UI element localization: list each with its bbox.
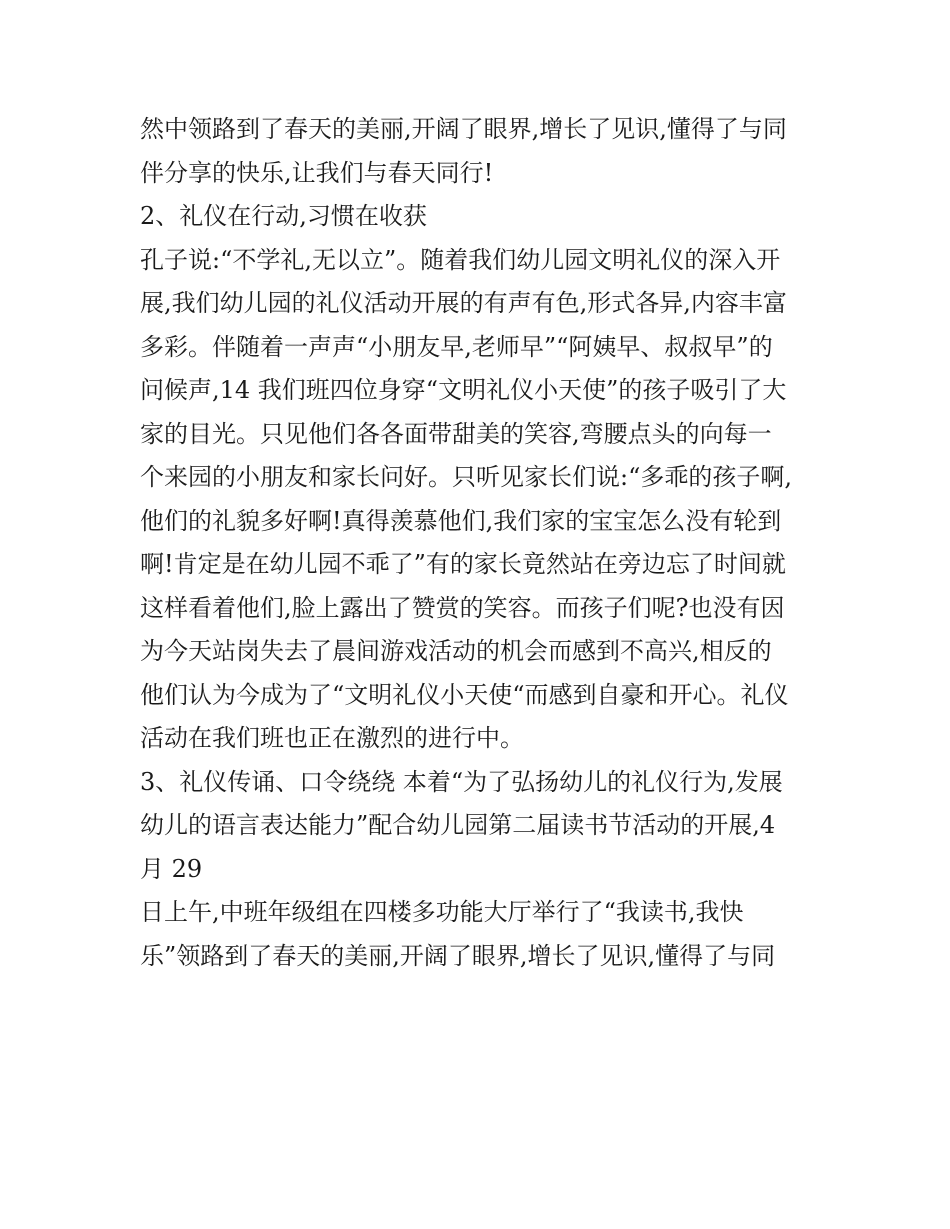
text-line: 多彩。伴随着一声声“小朋友早,老师早”“阿姨早、叔叔早”的: [140, 332, 773, 361]
text-line: 孔子说:“不学礼,无以立”。随着我们幼儿园文明礼仪的深入开: [140, 245, 781, 274]
text-line: 日上午,中班年级组在四楼多功能大厅举行了“我读书,我快: [140, 898, 744, 926]
text-line: 幼儿的语言表达能力”配合幼儿园第二届读书节活动的开展,4: [140, 811, 776, 839]
text-line: 他们认为今成为了“文明礼仪小天使“而感到自豪和开心。礼仪: [140, 680, 789, 709]
text-line: 个来园的小朋友和家长问好。只听见家长们说:“多乖的孩子啊,: [140, 463, 792, 491]
text-line: 这样看着他们,脸上露出了赞赏的笑容。而孩子们呢?也没有因: [140, 593, 785, 622]
text-line: 月 29: [140, 854, 203, 883]
document-body: [140, 108, 840, 978]
text-line: 他们的礼貌多好啊!真得羡慕他们,我们家的宝宝怎么没有轮到: [140, 506, 782, 535]
text-line: 展,我们幼儿园的礼仪活动开展的有声有色,形式各异,内容丰富: [140, 289, 787, 317]
section-heading: 2、礼仪在行动,习惯在收获: [140, 202, 427, 230]
text-line: 伴分享的快乐,让我们与春天同行!: [140, 158, 494, 187]
text-line: 活动在我们班也正在激烈的进行中。: [140, 724, 524, 752]
text-line: 然中领路到了春天的美丽,开阔了眼界,增长了见识,懂得了与同: [140, 115, 787, 143]
text-line: 为今天站岗失去了晨间游戏活动的机会而感到不高兴,相反的: [140, 637, 772, 665]
text-line: 问候声,14 我们班四位身穿“文明礼仪小天使”的孩子吸引了大: [140, 376, 787, 404]
text-line: 乐”领路到了春天的美丽,开阔了眼界,增长了见识,懂得了与同: [140, 941, 776, 970]
text-line: 家的目光。只见他们各各面带甜美的笑容,弯腰点头的向每一: [140, 419, 772, 448]
section-heading: 3、礼仪传诵、口令绕绕 本着“为了弘扬幼儿的礼仪行为,发展: [140, 767, 783, 796]
text-line: 啊!肯定是在幼儿园不乖了”有的家长竟然站在旁边忘了时间就: [140, 550, 786, 578]
